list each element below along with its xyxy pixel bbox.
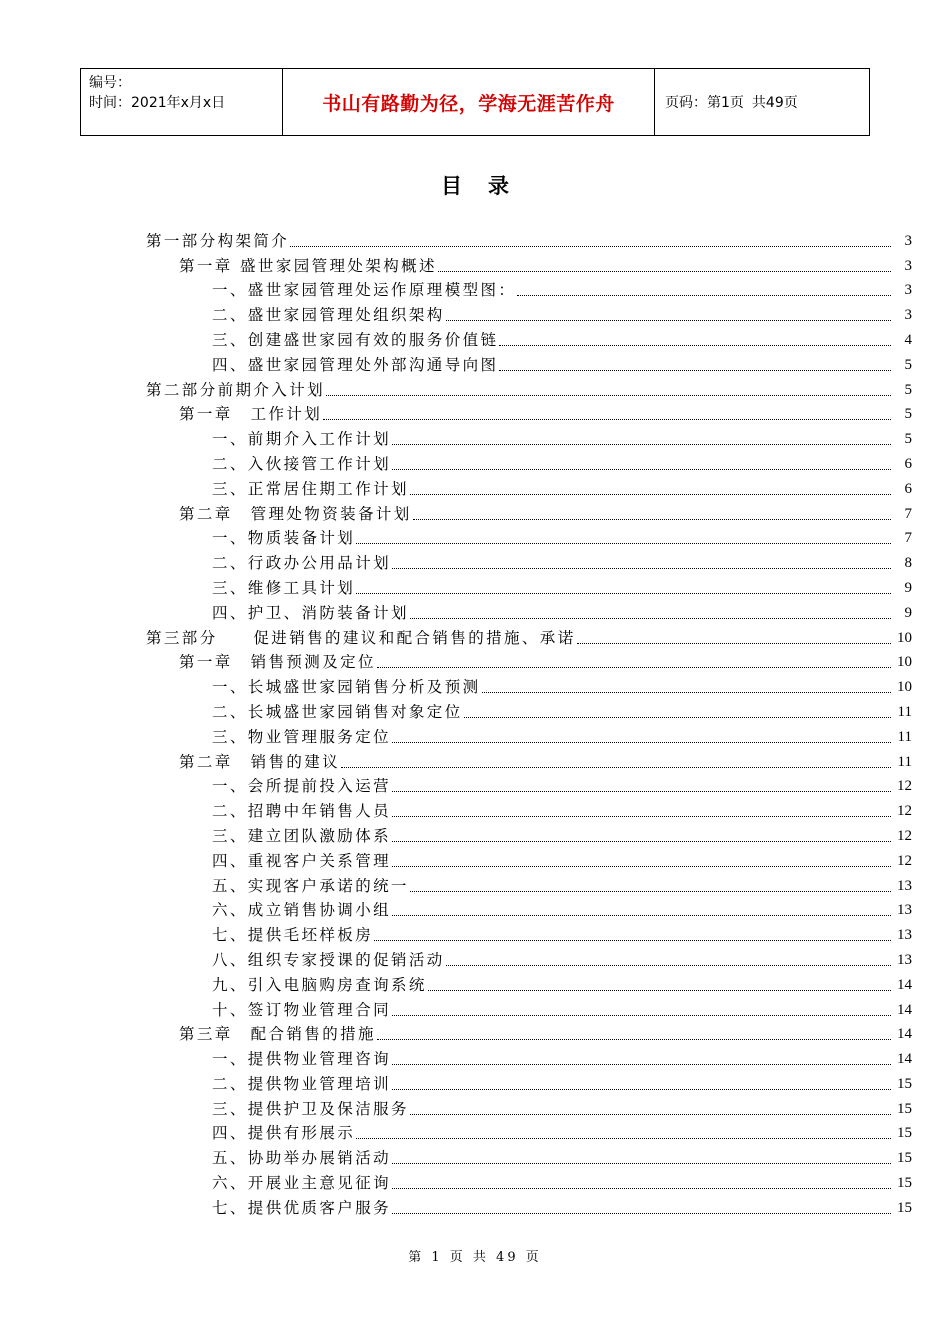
- toc-entry[interactable]: [146, 1193, 912, 1218]
- page-footer: 第 1 页 共 49 页: [408, 1250, 542, 1265]
- header-page-label: 页码：第1页: [665, 95, 744, 111]
- toc-entry-text: 三、提供护卫及保洁服务: [212, 1099, 409, 1118]
- toc-entry-page: 11: [897, 728, 912, 745]
- toc-dot-leader: [499, 370, 891, 371]
- toc-entry-text: 第一章 工作计划: [179, 405, 323, 424]
- header-page-cell: [655, 69, 870, 135]
- toc-entry-page: 3: [904, 307, 912, 324]
- toc-dot-leader: [577, 643, 891, 644]
- toc-entry-page: 15: [897, 1125, 912, 1142]
- toc-entry-page: 12: [897, 827, 912, 844]
- toc-dot-leader: [428, 990, 891, 991]
- toc-entry[interactable]: [146, 1168, 912, 1193]
- page-header: [80, 68, 870, 136]
- toc-entry[interactable]: [146, 251, 912, 276]
- toc-entry-page: 4: [904, 331, 912, 348]
- toc-entry-text: 二、行政办公用品计划: [212, 554, 392, 573]
- toc-entry-page: 13: [897, 927, 912, 944]
- toc-entry-page: 9: [904, 604, 912, 621]
- toc-entry-page: 15: [897, 1175, 912, 1192]
- header-code-label: 编号：: [89, 75, 131, 91]
- toc-dot-leader: [392, 444, 891, 445]
- toc-entry-page: 14: [897, 1026, 912, 1043]
- toc-dot-leader: [517, 295, 891, 296]
- toc-entry-page: 10: [897, 679, 912, 696]
- toc-entry[interactable]: [146, 896, 912, 921]
- toc-entry[interactable]: [146, 796, 912, 821]
- toc-dot-leader: [410, 1114, 891, 1115]
- toc-dot-leader: [356, 1138, 891, 1139]
- toc-entry-page: 8: [904, 555, 912, 572]
- toc-entry-text: 三、维修工具计划: [212, 578, 356, 597]
- toc-entry-page: 3: [904, 282, 912, 299]
- toc-entry[interactable]: [146, 573, 912, 598]
- toc-entry[interactable]: [146, 1094, 912, 1119]
- toc-entry[interactable]: [146, 350, 912, 375]
- toc-entry-text: 九、引入电脑购房查询系统: [212, 975, 427, 994]
- toc-entry-text: 四、盛世家园管理处外部沟通导向图: [212, 355, 499, 374]
- header-date-label: 时间：2021年x月x日: [89, 95, 226, 111]
- toc-entry-page: 3: [904, 232, 912, 249]
- toc-entry-text: 三、正常居住期工作计划: [212, 479, 409, 498]
- toc-entry[interactable]: [146, 424, 912, 449]
- toc-entry-page: 15: [897, 1100, 912, 1117]
- toc-dot-leader: [392, 1089, 891, 1090]
- toc-entry[interactable]: [146, 772, 912, 797]
- toc-title: 目录: [441, 174, 535, 198]
- toc-dot-leader: [410, 891, 891, 892]
- toc-entry[interactable]: [146, 1020, 912, 1045]
- toc-dot-leader: [290, 246, 891, 247]
- toc-entry-page: 11: [897, 703, 912, 720]
- toc-dot-leader: [392, 568, 891, 569]
- toc-entry[interactable]: [146, 1069, 912, 1094]
- toc-entry-page: 15: [897, 1150, 912, 1167]
- toc-entry[interactable]: [146, 400, 912, 425]
- toc-entry[interactable]: [146, 1143, 912, 1168]
- toc-entry-text: 四、护卫、消防装备计划: [212, 603, 409, 622]
- toc-entry-text: 三、建立团队激励体系: [212, 826, 392, 845]
- toc-entry[interactable]: [146, 722, 912, 747]
- toc-entry-text: 四、提供有形展示: [212, 1124, 356, 1143]
- toc-entry-page: 15: [897, 1199, 912, 1216]
- toc-entry[interactable]: [146, 300, 912, 325]
- toc-entry-page: 14: [897, 1051, 912, 1068]
- toc-dot-leader: [482, 692, 891, 693]
- toc-entry-page: 5: [904, 431, 912, 448]
- toc-dot-leader: [413, 519, 891, 520]
- toc-dot-leader: [392, 866, 891, 867]
- toc-entry[interactable]: [146, 697, 912, 722]
- header-total-label: 共49页: [751, 95, 798, 111]
- toc-entry-text: 六、成立销售协调小组: [212, 901, 392, 920]
- toc-entry-page: 5: [904, 406, 912, 423]
- toc-dot-leader: [377, 1039, 891, 1040]
- toc-dot-leader: [356, 593, 891, 594]
- toc-entry[interactable]: [146, 970, 912, 995]
- toc-entry-page: 7: [904, 530, 912, 547]
- toc-entry[interactable]: [146, 920, 912, 945]
- toc-dot-leader: [374, 940, 891, 941]
- toc-entry-text: 六、开展业主意见征询: [212, 1174, 392, 1193]
- toc-entry-page: 6: [904, 455, 912, 472]
- table-of-contents: [146, 226, 912, 1218]
- toc-entry[interactable]: [146, 1119, 912, 1144]
- toc-entry[interactable]: [146, 821, 912, 846]
- header-motto: 书山有路勤为径，学海无涯苦作舟: [283, 69, 655, 135]
- toc-dot-leader: [410, 618, 891, 619]
- toc-entry[interactable]: [146, 375, 912, 400]
- toc-entry[interactable]: [146, 524, 912, 549]
- toc-dot-leader: [392, 791, 891, 792]
- toc-entry-text: 四、重视客户关系管理: [212, 851, 392, 870]
- toc-entry[interactable]: [146, 623, 912, 648]
- toc-dot-leader: [446, 320, 891, 321]
- toc-entry-text: 第二部分前期介入计划: [146, 380, 326, 399]
- toc-entry-page: 5: [904, 381, 912, 398]
- toc-entry-text: 二、长城盛世家园销售对象定位: [212, 702, 463, 721]
- toc-entry[interactable]: [146, 846, 912, 871]
- toc-entry-text: 第一章 销售预测及定位: [179, 653, 376, 672]
- toc-dot-leader: [410, 494, 891, 495]
- toc-dot-leader: [499, 345, 891, 346]
- toc-entry-text: 一、物质装备计划: [212, 529, 356, 548]
- toc-entry[interactable]: [146, 499, 912, 524]
- toc-entry-text: 三、创建盛世家园有效的服务价值链: [212, 330, 499, 349]
- toc-entry[interactable]: [146, 648, 912, 673]
- toc-dot-leader: [326, 395, 891, 396]
- toc-entry-page: 13: [897, 877, 912, 894]
- toc-entry-page: 10: [897, 654, 912, 671]
- toc-entry-text: 第二章 管理处物资装备计划: [179, 504, 412, 523]
- toc-entry[interactable]: [146, 548, 912, 573]
- toc-dot-leader: [392, 1163, 891, 1164]
- toc-dot-leader: [392, 469, 891, 470]
- toc-entry-text: 五、实现客户承诺的统一: [212, 876, 409, 895]
- toc-entry[interactable]: [146, 474, 912, 499]
- toc-entry-page: 10: [897, 629, 912, 646]
- toc-dot-leader: [356, 543, 891, 544]
- toc-entry-text: 第一部分构架简介: [146, 231, 290, 250]
- toc-entry-text: 七、提供毛坯样板房: [212, 926, 374, 945]
- toc-entry-text: 五、协助举办展销活动: [212, 1149, 392, 1168]
- toc-dot-leader: [392, 742, 891, 743]
- toc-dot-leader: [392, 816, 891, 817]
- toc-entry-text: 二、入伙接管工作计划: [212, 454, 392, 473]
- toc-entry[interactable]: [146, 325, 912, 350]
- toc-entry[interactable]: [146, 276, 912, 301]
- toc-entry[interactable]: [146, 226, 912, 251]
- toc-entry[interactable]: [146, 871, 912, 896]
- toc-entry-text: 第一章 盛世家园管理处架构概述: [179, 256, 437, 275]
- toc-dot-leader: [392, 915, 891, 916]
- toc-entry-page: 13: [897, 902, 912, 919]
- toc-dot-leader: [464, 717, 891, 718]
- toc-entry[interactable]: [146, 945, 912, 970]
- toc-entry-text: 第二章 销售的建议: [179, 752, 341, 771]
- toc-dot-leader: [392, 841, 891, 842]
- toc-entry[interactable]: [146, 747, 912, 772]
- toc-entry-page: 15: [897, 1075, 912, 1092]
- toc-entry-text: 第三章 配合销售的措施: [179, 1025, 376, 1044]
- toc-dot-leader: [392, 1188, 891, 1189]
- toc-entry-text: 一、盛世家园管理处运作原理模型图：: [212, 281, 517, 300]
- toc-dot-leader: [392, 1213, 891, 1214]
- toc-entry[interactable]: [146, 1044, 912, 1069]
- toc-dot-leader: [323, 419, 891, 420]
- toc-entry[interactable]: [146, 672, 912, 697]
- toc-dot-leader: [377, 667, 891, 668]
- toc-dot-leader: [438, 271, 891, 272]
- toc-entry-page: 12: [897, 803, 912, 820]
- toc-entry-page: 12: [897, 852, 912, 869]
- header-meta-cell: [80, 69, 283, 135]
- toc-entry-text: 一、长城盛世家园销售分析及预测: [212, 678, 481, 697]
- toc-entry-text: 二、招聘中年销售人员: [212, 802, 392, 821]
- toc-entry-page: 3: [904, 257, 912, 274]
- toc-entry-text: 三、物业管理服务定位: [212, 727, 392, 746]
- toc-dot-leader: [392, 1064, 891, 1065]
- toc-entry-page: 11: [897, 753, 912, 770]
- toc-entry-page: 6: [904, 480, 912, 497]
- toc-entry[interactable]: [146, 598, 912, 623]
- toc-entry-text: 七、提供优质客户服务: [212, 1198, 392, 1217]
- toc-entry-page: 14: [897, 976, 912, 993]
- toc-entry-page: 14: [897, 1001, 912, 1018]
- toc-entry[interactable]: [146, 995, 912, 1020]
- toc-entry[interactable]: [146, 449, 912, 474]
- toc-entry-page: 7: [904, 505, 912, 522]
- toc-dot-leader: [392, 1015, 891, 1016]
- toc-entry-page: 12: [897, 778, 912, 795]
- toc-entry-text: 十、签订物业管理合同: [212, 1000, 392, 1019]
- toc-entry-text: 第三部分 促进销售的建议和配合销售的措施、承诺: [146, 628, 576, 647]
- toc-dot-leader: [446, 965, 891, 966]
- toc-entry-page: 9: [904, 579, 912, 596]
- toc-entry-page: 13: [897, 951, 912, 968]
- toc-entry-text: 二、盛世家园管理处组织架构: [212, 306, 445, 325]
- toc-entry-text: 二、提供物业管理培训: [212, 1074, 392, 1093]
- toc-entry-text: 一、会所提前投入运营: [212, 777, 392, 796]
- toc-dot-leader: [341, 767, 891, 768]
- toc-entry-text: 一、前期介入工作计划: [212, 430, 392, 449]
- toc-entry-page: 5: [904, 356, 912, 373]
- toc-entry-text: 八、组织专家授课的促销活动: [212, 950, 445, 969]
- toc-entry-text: 一、提供物业管理咨询: [212, 1050, 392, 1069]
